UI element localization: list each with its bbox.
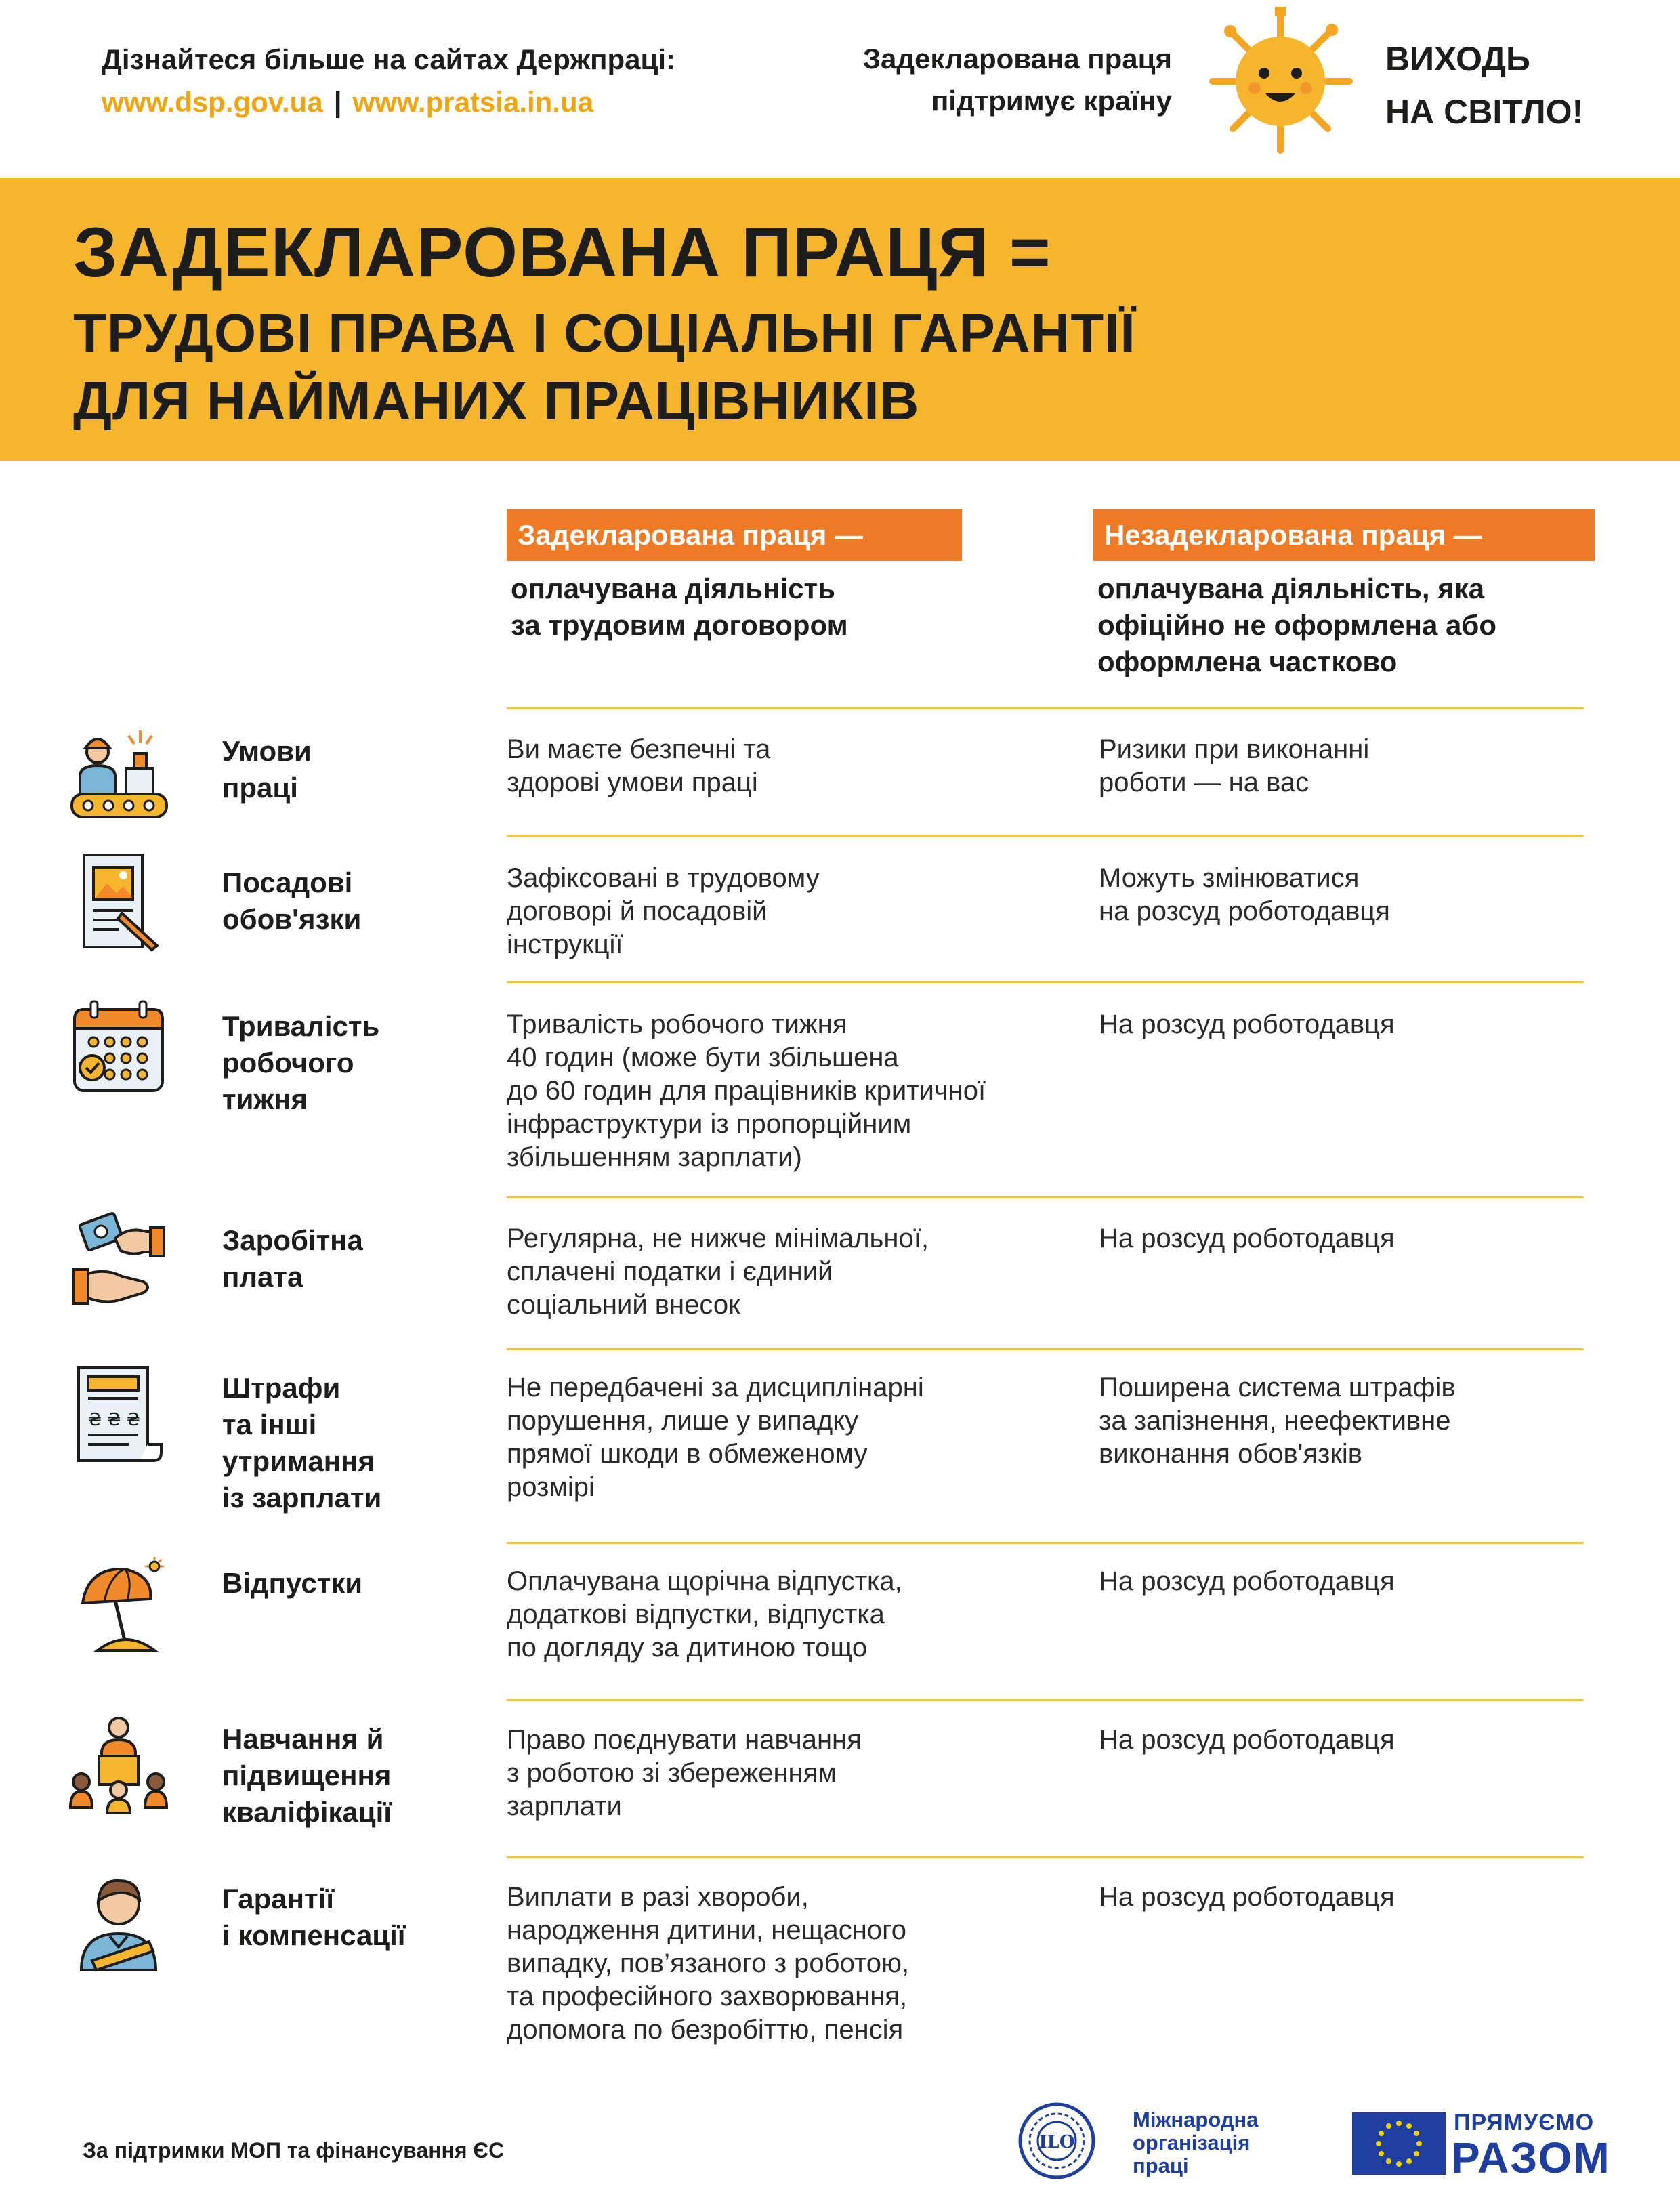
cell-line: На розсуд роботодавця bbox=[1099, 1224, 1395, 1253]
undeclared-definition bbox=[1093, 570, 1595, 680]
cell-line: здорові умови праці bbox=[507, 768, 758, 797]
money-hands-icon bbox=[68, 1211, 169, 1313]
declared-cell bbox=[507, 1724, 1083, 1823]
row-divider bbox=[507, 835, 1584, 837]
cell-line: Тривалість робочого тижня bbox=[507, 1009, 847, 1039]
eu-slogan-line-2: РАЗОМ bbox=[1451, 2133, 1611, 2182]
calendar-icon bbox=[68, 997, 169, 1099]
row-label bbox=[222, 1881, 480, 1954]
cell-line: На розсуд роботодавця bbox=[1099, 1882, 1395, 1912]
cell-line: договорі й посадовій bbox=[507, 896, 768, 926]
eu-star bbox=[1386, 2123, 1391, 2129]
undeclared-def-line: офіційно не оформлена або bbox=[1097, 609, 1496, 641]
eu-flag-icon bbox=[1352, 2112, 1446, 2175]
campaign-line-1: ВИХОДЬ bbox=[1385, 40, 1530, 78]
title-banner bbox=[0, 178, 1680, 461]
row-label-line: утримання bbox=[222, 1445, 375, 1477]
campaign-line-2: НА СВІТЛО! bbox=[1385, 93, 1584, 131]
sun-mascot-icon bbox=[1199, 0, 1362, 163]
cell-line: Ризики при виконанні bbox=[1099, 734, 1370, 764]
cell-line: Ви маєте безпечні та bbox=[507, 734, 771, 764]
declared-def-line: за трудовим договором bbox=[511, 609, 848, 641]
person-bandage-icon bbox=[68, 1871, 169, 1973]
row-label-line: Навчання й bbox=[222, 1723, 384, 1755]
cell-line: зарплати bbox=[507, 1791, 622, 1821]
cell-line: з роботою зі збереженням bbox=[507, 1758, 837, 1788]
lecture-icon bbox=[68, 1714, 169, 1816]
campaign-title bbox=[1385, 33, 1583, 138]
link-separator: | bbox=[333, 86, 342, 118]
worker-conveyor-icon bbox=[68, 724, 169, 825]
cell-line: Поширена система штрафів bbox=[1099, 1373, 1456, 1402]
eu-logo bbox=[1352, 2107, 1610, 2182]
banner-title: ЗАДЕКЛАРОВАНА ПРАЦЯ = bbox=[73, 213, 1051, 292]
cell-line: за запізнення, неефективне bbox=[1099, 1406, 1451, 1436]
undeclared-cell bbox=[1099, 862, 1587, 928]
row-label-line: із зарплати bbox=[222, 1482, 382, 1514]
row-label-line: плата bbox=[222, 1261, 303, 1293]
eu-star bbox=[1386, 2158, 1391, 2164]
row-divider bbox=[507, 1542, 1584, 1544]
undeclared-cell bbox=[1099, 1724, 1587, 1757]
ilo-emblem-text: ILO bbox=[1038, 2132, 1075, 2152]
row-label-line: Заробітна bbox=[222, 1224, 363, 1256]
row-label-line: праці bbox=[222, 772, 298, 804]
ilo-name-line: Міжнародна bbox=[1133, 2108, 1259, 2131]
declared-tag: Задекларована праця — bbox=[507, 509, 962, 561]
cell-line: Оплачувана щорічна відпустка, bbox=[507, 1566, 902, 1596]
cell-line: Зафіксовані в трудовому bbox=[507, 863, 820, 893]
row-label-line: підвищення bbox=[222, 1759, 392, 1791]
banner-line-2: ТРУДОВІ ПРАВА І СОЦІАЛЬНІ ГАРАНТІЇ bbox=[73, 303, 1136, 363]
eu-star bbox=[1416, 2141, 1422, 2146]
row-label bbox=[222, 864, 480, 938]
ilo-name-line: організація bbox=[1133, 2131, 1251, 2154]
row-label-line: Посадові bbox=[222, 867, 353, 898]
declared-cell bbox=[507, 1008, 1083, 1174]
beach-umbrella-icon bbox=[68, 1556, 169, 1657]
declared-def-line: оплачувана діяльність bbox=[511, 572, 835, 604]
cell-line: на розсуд роботодавця bbox=[1099, 896, 1390, 926]
row-label-line: Гарантії bbox=[222, 1883, 335, 1915]
cell-line: сплачені податки і єдиний bbox=[507, 1257, 833, 1287]
undeclared-def-line: оплачувана діяльність, яка bbox=[1097, 572, 1485, 604]
row-label-line: і компенсації bbox=[222, 1919, 406, 1951]
declared-cell bbox=[507, 1371, 1083, 1504]
eu-star bbox=[1396, 2161, 1402, 2167]
row-label bbox=[222, 1370, 480, 1516]
cell-line: Право поєднувати навчання bbox=[507, 1725, 862, 1755]
header-info bbox=[102, 39, 675, 125]
row-label-line: Відпустки bbox=[222, 1567, 363, 1599]
document-pen-icon bbox=[68, 851, 169, 953]
undeclared-cell bbox=[1099, 733, 1587, 799]
undeclared-cell bbox=[1099, 1565, 1587, 1598]
undeclared-cell bbox=[1099, 1222, 1587, 1255]
learn-more-text: Дізнайтеся більше на сайтах Держпраці: bbox=[102, 43, 675, 75]
cell-line: Регулярна, не нижче мінімальної, bbox=[507, 1224, 929, 1253]
declared-cell bbox=[507, 1881, 1083, 2047]
eu-star bbox=[1376, 2141, 1381, 2146]
undeclared-def-line: оформлена частково bbox=[1097, 646, 1398, 677]
row-divider bbox=[507, 1699, 1584, 1701]
cell-line: На розсуд роботодавця bbox=[1099, 1566, 1395, 1596]
ilo-name bbox=[1133, 2108, 1259, 2177]
row-label-line: Штрафи bbox=[222, 1372, 341, 1404]
row-label-line: тижня bbox=[222, 1083, 308, 1115]
row-label-line: кваліфікації bbox=[222, 1796, 392, 1828]
banner-line-3: ДЛЯ НАЙМАНИХ ПРАЦІВНИКІВ bbox=[73, 371, 920, 431]
svg-text:₴ ₴ ₴: ₴ ₴ ₴ bbox=[88, 1410, 140, 1430]
row-label-line: та інші bbox=[222, 1408, 317, 1440]
cell-line: Можуть змінюватися bbox=[1099, 863, 1360, 893]
header-slogan bbox=[772, 38, 1172, 122]
declared-cell bbox=[507, 1222, 1083, 1322]
cell-line: збільшенням зарплати) bbox=[507, 1142, 802, 1172]
undeclared-column-header bbox=[1093, 509, 1595, 680]
cell-line: порушення, лише у випадку bbox=[507, 1406, 859, 1436]
cell-line: роботи — на вас bbox=[1099, 768, 1309, 797]
declared-cell bbox=[507, 1565, 1083, 1665]
website-links bbox=[102, 80, 675, 125]
cell-line: соціальний внесок bbox=[507, 1290, 740, 1320]
eu-star bbox=[1406, 2158, 1412, 2164]
eu-star bbox=[1414, 2131, 1419, 2136]
row-divider bbox=[507, 1348, 1584, 1350]
slogan-line-2: підтримує країну bbox=[931, 85, 1172, 117]
ilo-emblem-icon bbox=[1016, 2100, 1097, 2182]
support-note: За підтримки МОП та фінансування ЄС bbox=[83, 2138, 505, 2163]
cell-line: до 60 годин для працівників критичної bbox=[507, 1076, 986, 1106]
banner-subtitle bbox=[73, 299, 1136, 435]
row-label-line: Тривалість bbox=[222, 1010, 380, 1042]
row-label bbox=[222, 733, 480, 806]
undeclared-cell bbox=[1099, 1881, 1587, 1914]
eu-star bbox=[1379, 2151, 1384, 2156]
cell-line: На розсуд роботодавця bbox=[1099, 1725, 1395, 1755]
row-divider bbox=[507, 1856, 1584, 1858]
eu-star bbox=[1379, 2131, 1384, 2136]
cell-line: Виплати в разі хвороби, bbox=[507, 1882, 809, 1912]
slogan-line-1: Задекларована праця bbox=[862, 43, 1172, 75]
declared-definition bbox=[507, 570, 962, 644]
cell-line: розмірі bbox=[507, 1472, 595, 1502]
cell-line: інструкції bbox=[507, 930, 623, 959]
declared-cell bbox=[507, 862, 1083, 961]
cell-line: додаткові відпустки, відпустка bbox=[507, 1600, 885, 1629]
declared-column-header bbox=[507, 509, 962, 644]
eu-star bbox=[1396, 2121, 1402, 2126]
cell-line: випадку, пов’язаного з роботою, bbox=[507, 1948, 910, 1978]
row-label bbox=[222, 1721, 480, 1831]
undeclared-cell bbox=[1099, 1371, 1587, 1471]
cell-line: по догляду за дитиною тощо bbox=[507, 1633, 868, 1663]
eu-star bbox=[1414, 2151, 1419, 2156]
row-label-line: робочого bbox=[222, 1047, 354, 1079]
eu-slogan-line-1: ПРЯМУЄМО bbox=[1454, 2110, 1595, 2135]
cell-line: інфраструктури із пропорційним bbox=[507, 1109, 912, 1139]
eu-star bbox=[1406, 2123, 1412, 2129]
row-label-line: обов'язки bbox=[222, 903, 362, 935]
cell-line: народження дитини, нещасного bbox=[507, 1915, 907, 1945]
declared-cell bbox=[507, 733, 1083, 799]
cell-line: та професійного захворювання, bbox=[507, 1982, 908, 2011]
row-divider bbox=[507, 707, 1584, 709]
cell-line: допомога по безробіттю, пенсія bbox=[507, 2015, 904, 2045]
row-label-line: Умови bbox=[222, 735, 312, 767]
link-pratsia[interactable]: www.pratsia.in.ua bbox=[352, 86, 593, 118]
undeclared-tag: Незадекларована праця — bbox=[1093, 509, 1595, 561]
cell-line: 40 годин (може бути збільшена bbox=[507, 1043, 899, 1072]
row-label bbox=[222, 1008, 480, 1118]
cell-line: прямої шкоди в обмеженому bbox=[507, 1439, 868, 1469]
row-divider bbox=[507, 981, 1584, 983]
undeclared-cell bbox=[1099, 1008, 1587, 1041]
row-label bbox=[222, 1565, 480, 1602]
cell-line: виконання обов'язків bbox=[1099, 1439, 1363, 1469]
receipt-icon bbox=[68, 1363, 169, 1465]
ilo-name-line: праці bbox=[1133, 2154, 1189, 2177]
cell-line: На розсуд роботодавця bbox=[1099, 1009, 1395, 1039]
cell-line: Не передбачені за дисциплінарні bbox=[507, 1373, 924, 1402]
row-label bbox=[222, 1222, 480, 1295]
row-divider bbox=[507, 1196, 1584, 1198]
link-dsp[interactable]: www.dsp.gov.ua bbox=[102, 86, 323, 118]
ilo-logo bbox=[1016, 2100, 1274, 2182]
